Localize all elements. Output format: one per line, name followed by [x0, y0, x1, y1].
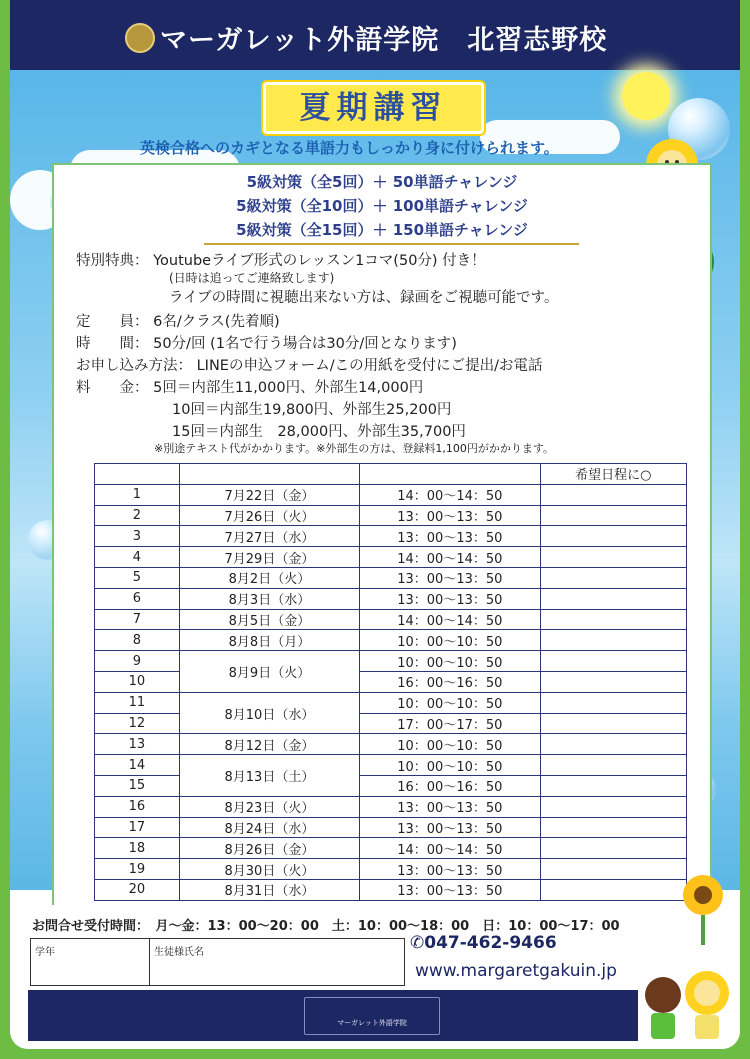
- session-time: 17：00〜17：50: [360, 713, 540, 734]
- grade-field[interactable]: [31, 939, 150, 985]
- table-row: [95, 588, 687, 609]
- session-time: 14：00〜14：50: [360, 547, 540, 568]
- session-time: 13：00〜13：50: [360, 526, 540, 547]
- session-number: 15: [95, 775, 180, 796]
- preferred-date-checkbox[interactable]: [540, 526, 686, 547]
- session-time: 14：00〜14：50: [360, 484, 540, 505]
- preferred-date-checkbox[interactable]: [540, 630, 686, 651]
- grade-label: 学年: [35, 947, 55, 958]
- preferred-date-header: 希望日程に○: [540, 464, 686, 485]
- banner-title: 夏期講習: [299, 90, 448, 126]
- divider: [204, 243, 579, 245]
- footer: [10, 905, 740, 1049]
- table-row: [95, 859, 687, 880]
- preferred-date-checkbox[interactable]: [540, 817, 686, 838]
- table-row: [95, 526, 687, 547]
- session-number: 6: [95, 588, 180, 609]
- schedule-header-row: [95, 464, 687, 485]
- course-option: 5級対策（全15回）＋ 150単語チャレンジ: [236, 221, 528, 239]
- course-option: 5級対策（全5回）＋ 50単語チャレンジ: [246, 173, 518, 191]
- session-date: 8月2日（火）: [179, 567, 359, 588]
- table-row: [95, 505, 687, 526]
- session-date: 8月10日（水）: [179, 692, 359, 734]
- session-time: 13：00〜13：50: [360, 796, 540, 817]
- session-number: 11: [95, 692, 180, 713]
- special-benefit-recording: ライブの時間に視聴出来ない方は、録画をご視聴可能です。: [169, 290, 559, 306]
- preferred-date-checkbox[interactable]: [540, 734, 686, 755]
- fee-info: 10回＝内部生19,800円、外部生25,200円: [172, 402, 452, 418]
- session-date: 8月9日（火）: [179, 651, 359, 693]
- session-number: 1: [95, 484, 180, 505]
- footer-bar: [28, 990, 638, 1041]
- capacity-info: 定 員： 6名/クラス(先着順): [76, 314, 280, 330]
- table-row: [95, 734, 687, 755]
- fee-info: 料 金： 5回＝内部生11,000円、外部生14,000円: [76, 380, 424, 396]
- session-number: 17: [95, 817, 180, 838]
- student-name-label: 生徒様氏名: [154, 947, 204, 958]
- preferred-date-checkbox[interactable]: [540, 547, 686, 568]
- summer-course-banner: [263, 82, 484, 134]
- preferred-date-checkbox[interactable]: [540, 796, 686, 817]
- session-date: 7月22日（金）: [179, 484, 359, 505]
- phone-icon: ✆: [410, 933, 425, 953]
- phone-number[interactable]: [410, 933, 557, 953]
- session-time: 10：00〜10：50: [360, 755, 540, 776]
- school-crest-icon: [125, 23, 155, 53]
- session-date: 8月13日（土）: [179, 755, 359, 797]
- session-number: 4: [95, 547, 180, 568]
- session-number: 12: [95, 713, 180, 734]
- table-row: [95, 879, 687, 900]
- kids-character-icon: [635, 955, 735, 1045]
- session-number: 20: [95, 879, 180, 900]
- fee-info: 15回＝内部生 28,000円、外部生35,700円: [172, 424, 466, 440]
- session-time: 13：00〜13：50: [360, 588, 540, 609]
- session-date: 8月5日（金）: [179, 609, 359, 630]
- preferred-date-checkbox[interactable]: [540, 505, 686, 526]
- session-date: 8月24日（水）: [179, 817, 359, 838]
- table-row: [95, 838, 687, 859]
- school-name: マーガレット外語学院 北習志野校: [160, 25, 608, 56]
- session-number: 2: [95, 505, 180, 526]
- session-date: 8月3日（水）: [179, 588, 359, 609]
- preferred-date-checkbox[interactable]: [540, 651, 686, 672]
- table-row: [95, 609, 687, 630]
- session-date: 8月31日（水）: [179, 879, 359, 900]
- school-logo-text: マーガレット外語学院: [337, 1019, 407, 1027]
- sun-icon: [622, 72, 670, 120]
- session-date: 8月12日（金）: [179, 734, 359, 755]
- phone-text: 047-462-9466: [424, 933, 557, 953]
- table-row: [95, 547, 687, 568]
- table-row: [95, 651, 687, 672]
- session-time: 14：00〜14：50: [360, 609, 540, 630]
- preferred-date-checkbox[interactable]: [540, 692, 686, 713]
- session-time: 14：00〜14：50: [360, 838, 540, 859]
- course-card: [52, 163, 712, 907]
- session-time: 10：00〜10：50: [360, 692, 540, 713]
- preferred-date-checkbox[interactable]: [540, 484, 686, 505]
- course-option: 5級対策（全10回）＋ 100単語チャレンジ: [236, 197, 528, 215]
- session-date: 7月26日（火）: [179, 505, 359, 526]
- session-date: 8月30日（火）: [179, 859, 359, 880]
- session-time: 16：00〜16：50: [360, 775, 540, 796]
- header-cell: [360, 464, 540, 485]
- session-date: 8月26日（金）: [179, 838, 359, 859]
- student-form: [30, 938, 405, 986]
- application-info: お申し込み方法： LINEの申込フォーム/この用紙を受付にご提出/お電話: [76, 358, 543, 374]
- school-logo: [304, 997, 440, 1035]
- table-row: [95, 567, 687, 588]
- website-link[interactable]: www.margaretgakuin.jp: [415, 961, 617, 981]
- header-cell: [95, 464, 180, 485]
- session-number: 13: [95, 734, 180, 755]
- reception-hours: お問合せ受付時間： 月〜金：13：00〜20：00 土：10：00〜18：00 日：10：00〜17：00: [32, 919, 620, 934]
- session-date: 7月27日（水）: [179, 526, 359, 547]
- table-row: [95, 817, 687, 838]
- session-time: 10：00〜10：50: [360, 651, 540, 672]
- preferred-date-checkbox[interactable]: [540, 775, 686, 796]
- session-number: 7: [95, 609, 180, 630]
- session-number: 3: [95, 526, 180, 547]
- session-time: 13：00〜13：50: [360, 817, 540, 838]
- session-date: 7月29日（金）: [179, 547, 359, 568]
- table-row: [95, 755, 687, 776]
- school-header: [10, 0, 740, 70]
- preferred-date-checkbox[interactable]: [540, 567, 686, 588]
- session-number: 19: [95, 859, 180, 880]
- session-time: 13：00〜13：50: [360, 505, 540, 526]
- session-date: 8月23日（火）: [179, 796, 359, 817]
- table-row: [95, 796, 687, 817]
- table-row: [95, 692, 687, 713]
- preferred-date-checkbox[interactable]: [540, 609, 686, 630]
- sunflower-icon: [665, 865, 740, 945]
- session-time: 13：00〜13：50: [360, 879, 540, 900]
- table-row: [95, 630, 687, 651]
- header-cell: [179, 464, 359, 485]
- session-time: 16：00〜16：50: [360, 671, 540, 692]
- session-number: 5: [95, 567, 180, 588]
- flyer-sheet: [10, 0, 740, 1049]
- duration-info: 時 間： 50分/回 (1名で行う場合は30分/回となります): [76, 336, 457, 352]
- session-number: 10: [95, 671, 180, 692]
- preferred-date-checkbox[interactable]: [540, 838, 686, 859]
- fee-note: ※別途テキスト代がかかります。※外部生の方は、登録料1,100円がかかります。: [154, 442, 554, 455]
- session-number: 14: [95, 755, 180, 776]
- session-number: 9: [95, 651, 180, 672]
- session-number: 8: [95, 630, 180, 651]
- student-name-field[interactable]: [150, 939, 404, 985]
- session-number: 16: [95, 796, 180, 817]
- session-date: 8月8日（月）: [179, 630, 359, 651]
- preferred-date-checkbox[interactable]: [540, 755, 686, 776]
- special-benefit-note: (日時は追ってご連絡致します): [169, 271, 335, 285]
- session-time: 13：00〜13：50: [360, 567, 540, 588]
- banner-subtitle: 英検合格へのカギとなる単語力もしっかり身に付けられます。: [140, 139, 559, 157]
- session-time: 13：00〜13：50: [360, 859, 540, 880]
- schedule-table: [94, 463, 687, 901]
- preferred-date-checkbox[interactable]: [540, 713, 686, 734]
- session-number: 18: [95, 838, 180, 859]
- preferred-date-checkbox[interactable]: [540, 671, 686, 692]
- special-benefit: 特別特典： Youtubeライブ形式のレッスン1コマ(50分) 付き！: [76, 253, 486, 269]
- session-time: 10：00〜10：50: [360, 734, 540, 755]
- preferred-date-checkbox[interactable]: [540, 588, 686, 609]
- table-row: [95, 484, 687, 505]
- session-time: 10：00〜10：50: [360, 630, 540, 651]
